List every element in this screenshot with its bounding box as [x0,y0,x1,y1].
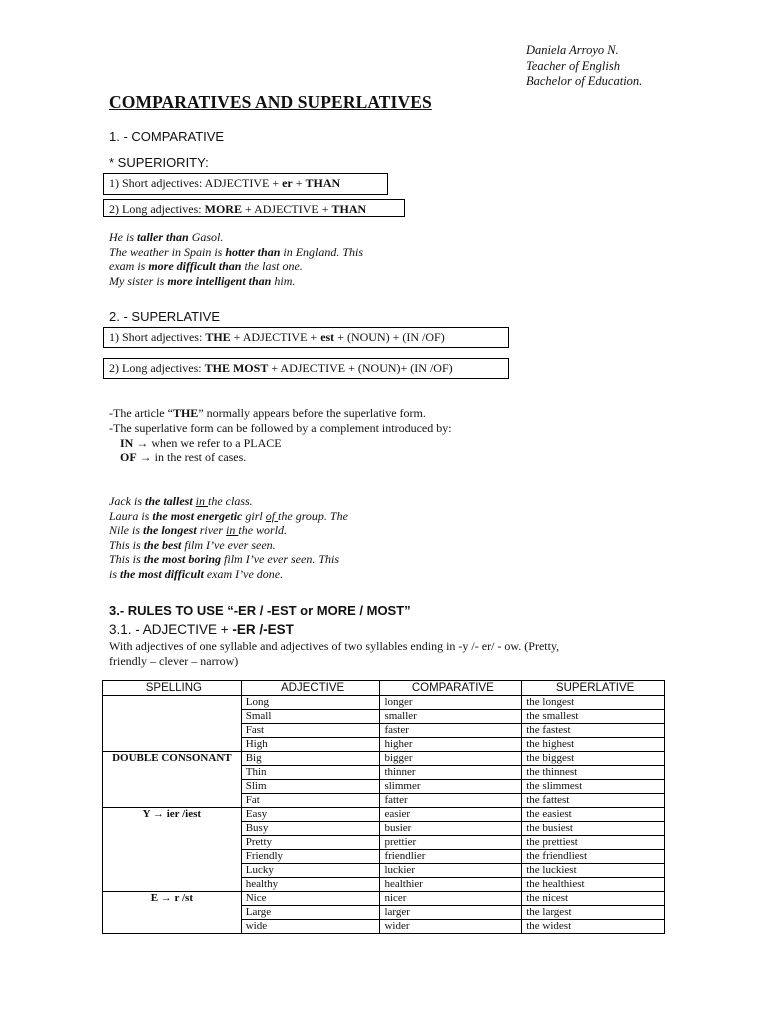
section3-description [109,639,559,668]
rule-part: + ADJECTIVE + (NOUN)+ (IN /OF) [268,361,453,375]
superlative-notes [109,406,452,465]
cell-comparative: faster [380,724,522,738]
superlative-examples [109,494,348,582]
cell-spelling [103,766,242,780]
cell-superlative: the largest [522,906,665,920]
cell-comparative: healthier [380,878,522,892]
cell-spelling [103,724,242,738]
cell-comparative: easier [380,808,522,822]
note-line: -The superlative form can be followed by a complement introduced by: [109,420,452,435]
cell-spelling [103,822,242,836]
superlative-rule-short [103,327,509,348]
comparative-rule-long [103,199,405,217]
rule-part: ADJECTIVE + [204,176,283,190]
rule-part-bold: THAN [305,176,341,190]
cell-adjective: High [241,738,380,752]
table-row [103,822,665,836]
cell-superlative: the slimmest [522,780,665,794]
cell-comparative: wider [380,920,522,934]
cell-superlative: the nicest [522,892,665,906]
table-row [103,710,665,724]
cell-adjective: Easy [241,808,380,822]
table-row [103,752,665,766]
cell-comparative: slimmer [380,780,522,794]
cell-spelling: E → r /st [103,892,242,906]
note-line: -The article “THE” normally appears before the superlative form. [109,406,426,420]
table-row [103,864,665,878]
section1-heading: 1. - COMPARATIVE [109,129,225,144]
cell-superlative: the thinnest [522,766,665,780]
cell-comparative: thinner [380,766,522,780]
cell-spelling [103,794,242,808]
cell-spelling [103,864,242,878]
rule-part: + ADJECTIVE + [230,330,321,344]
section2-heading: 2. - SUPERLATIVE [109,309,221,324]
cell-superlative: the fattest [522,794,665,808]
table-row [103,836,665,850]
cell-spelling [103,906,242,920]
cell-adjective: Large [241,906,380,920]
table-row [103,878,665,892]
rule-prefix: 1) Short adjectives: [109,176,205,190]
cell-adjective: Slim [241,780,380,794]
rule-prefix: 1) Short adjectives: [109,330,206,344]
table-row [103,766,665,780]
header-comparative: COMPARATIVE [380,681,522,696]
example-line: The weather in Spain is hotter than in England. This [109,244,364,259]
cell-superlative: the healthiest [522,878,665,892]
description-line: friendly – clever – narrow) [109,653,239,668]
section3-heading: 3.- RULES TO USE “-ER / -EST or MORE / MOST” [109,603,411,618]
header-superlative: SUPERLATIVE [522,681,665,696]
example-line: Jack is the tallest in the class. [109,494,253,508]
cell-comparative: smaller [380,710,522,724]
rule-prefix: 2) Long adjectives: [109,202,205,216]
table-row [103,850,665,864]
rule-part-bold: THE [205,330,231,344]
cell-adjective: Nice [241,892,380,906]
cell-adjective: Friendly [241,850,380,864]
cell-comparative: luckier [380,864,522,878]
cell-spelling [103,738,242,752]
table-row [103,724,665,738]
cell-spelling [103,836,242,850]
cell-spelling [103,710,242,724]
author-name: Daniela Arroyo N. [526,43,619,57]
example-line: He is taller than Gasol. [109,230,224,244]
rule-part-bold: THAN [331,202,367,216]
rule-part: + (NOUN) + (IN /OF) [334,330,445,344]
cell-adjective: Pretty [241,836,380,850]
cell-adjective: Big [241,752,380,766]
table-row [103,780,665,794]
example-line: is the most difficult exam I’ve done. [109,566,284,581]
example-line: exam is more difficult than the last one. [109,259,303,274]
cell-superlative: the busiest [522,822,665,836]
example-line: My sister is more intelligent than him. [109,273,296,288]
comparative-examples [109,230,363,288]
example-line: This is the best film I’ve ever seen. [109,537,276,552]
author-block [526,43,642,90]
table-row [103,906,665,920]
cell-spelling [103,920,242,934]
rule-part-bold: est [320,330,335,344]
page-title: COMPARATIVES AND SUPERLATIVES [109,92,432,112]
cell-adjective: Thin [241,766,380,780]
comparative-rule-short [103,173,388,195]
cell-adjective: Busy [241,822,380,836]
cell-superlative: the biggest [522,752,665,766]
cell-superlative: the highest [522,738,665,752]
cell-superlative: the prettiest [522,836,665,850]
cell-comparative: friendlier [380,850,522,864]
cell-spelling: DOUBLE CONSONANT [103,752,242,766]
table-header-row [103,681,665,696]
cell-spelling [103,850,242,864]
cell-spelling [103,878,242,892]
cell-adjective: healthy [241,878,380,892]
note-line: IN → when we refer to a PLACE [120,435,282,450]
cell-comparative: prettier [380,836,522,850]
cell-superlative: the luckiest [522,864,665,878]
example-line: Laura is the most energetic girl of the group. The [109,508,348,523]
cell-superlative: the longest [522,696,665,710]
rules-table [102,680,665,934]
cell-spelling [103,696,242,710]
rule-part-bold: er [282,176,293,190]
cell-superlative: the easiest [522,808,665,822]
superlative-rule-long [103,358,509,379]
superiority-heading: * SUPERIORITY: [109,155,209,170]
rule-part: + ADJECTIVE + [241,202,332,216]
author-degree: Bachelor of Education. [526,74,643,88]
table-row [103,696,665,710]
header-adjective: ADJECTIVE [241,681,380,696]
example-line: This is the most boring film I’ve ever seen. This [109,552,340,567]
rule-part: + [292,176,306,190]
cell-superlative: the widest [522,920,665,934]
rule-part-bold: THE MOST [204,361,269,375]
note-line: OF → in the rest of cases. [120,450,247,465]
cell-comparative: busier [380,822,522,836]
header-spelling: SPELLING [103,681,242,696]
rule-part-bold: MORE [204,202,242,216]
cell-spelling [103,780,242,794]
table-row [103,808,665,822]
cell-adjective: Small [241,710,380,724]
cell-comparative: fatter [380,794,522,808]
table-row [103,794,665,808]
cell-adjective: Fat [241,794,380,808]
cell-adjective: Lucky [241,864,380,878]
cell-spelling: Y → ier /iest [103,808,242,822]
cell-comparative: bigger [380,752,522,766]
cell-comparative: higher [380,738,522,752]
author-role: Teacher of English [526,58,620,73]
cell-comparative: larger [380,906,522,920]
table-row [103,892,665,906]
cell-superlative: the smallest [522,710,665,724]
cell-comparative: nicer [380,892,522,906]
section3-subheading: 3.1. - ADJECTIVE + -ER /-EST [109,622,294,637]
table-row [103,738,665,752]
description-line: With adjectives of one syllable and adjectives of two syllables ending in -y /- er/ - ow. (Pretty, [109,639,560,653]
cell-adjective: Long [241,696,380,710]
cell-adjective: Fast [241,724,380,738]
cell-superlative: the fastest [522,724,665,738]
table-row [103,920,665,934]
cell-comparative: longer [380,696,522,710]
cell-adjective: wide [241,920,380,934]
cell-superlative: the friendliest [522,850,665,864]
example-line: Nile is the longest river in the world. [109,523,288,538]
rule-prefix: 2) Long adjectives: [109,361,205,375]
